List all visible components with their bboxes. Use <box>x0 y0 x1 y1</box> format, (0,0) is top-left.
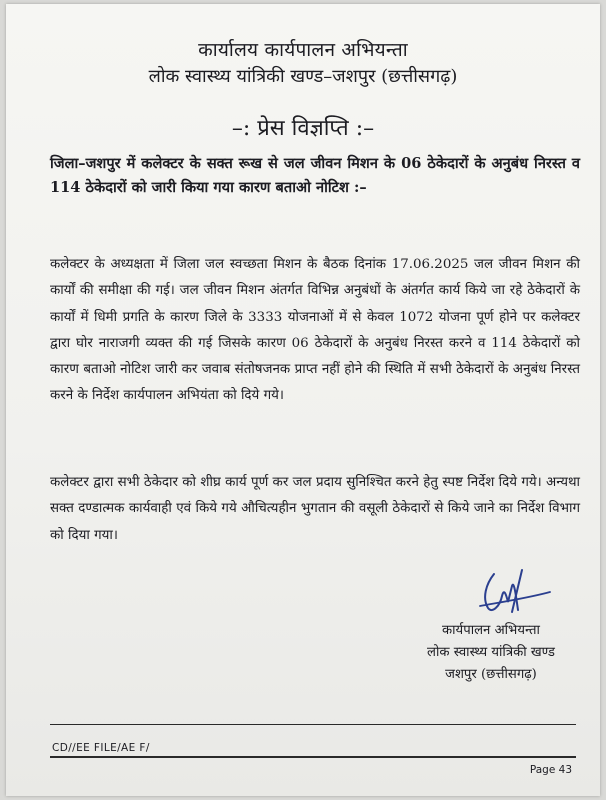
signatory-block <box>406 620 576 686</box>
footer-rule-top <box>50 724 576 725</box>
signatory-office: लोक स्वास्थ्य यांत्रिकी खण्ड <box>427 645 555 660</box>
signatory-designation: कार्यपालन अभियन्ता <box>442 623 540 638</box>
press-release-page <box>6 4 600 796</box>
body-paragraph-1: कलेक्टर के अध्यक्षता में जिला जल स्वच्छता मिशन के बैठक दिनांक 17.06.2025 जल जीवन मिशन की कार्यों की समीक्षा की गई। जल जीवन मिशन अंतर्गत विभिन्न अनुबंधों के अंतर्गत कार्य किये जा रहे ठेकेदारों के कार्यों में धिमी प्रगति के कारण जिले के 3333 योजनाओं में से केवल 1072 योजना पूर्ण होने पर कलेक्टर द्वारा घोर नाराजगी व्यक्त की गई जिसके कारण 06 ठेकेदारों के अनुबंध निरस्त करने व 114 ठेकेदारों को कारण बताओ नोटिश जारी कर जवाब संतोषजनक प्राप्त नहीं होने की स्थिति में सभी ठेकेदारों के अनुबंध निरस्त करने के निर्देश कार्यपालन अभियंता को दिये गये। <box>50 257 580 404</box>
file-reference: CD//EE FILE/AE F/ <box>52 742 150 754</box>
document-title: –: प्रेस विज्ञप्ति :– <box>231 116 375 141</box>
subject-line: जिला–जशपुर में कलेक्टर के सक्त रूख से जल जीवन मिशन के 06 ठेकेदारों के अनुबंध निरस्त व 114 ठेकेदारों को जारी किया गया कारण बताओ नोटिश :– <box>50 155 580 196</box>
signatory-location: जशपुर (छत्तीसगढ़) <box>445 667 537 682</box>
office-heading: कार्यालय कार्यपालन अभियन्ता <box>198 39 408 61</box>
department-heading: लोक स्वास्थ्य यांत्रिकी खण्ड–जशपुर (छत्तीसगढ़) <box>148 66 458 87</box>
signature-mark <box>472 566 552 624</box>
page-number: Page 43 <box>529 764 572 776</box>
body-paragraph-2: कलेक्टर द्वारा सभी ठेकेदार को शीघ्र कार्य पूर्ण कर जल प्रदाय सुनिश्चित करने हेतु स्पष्ट निर्देश दिये गये। अन्यथा सक्त दण्डात्मक कार्यवाही एवं किये गये औचित्यहीन भुगतान की वसूली ठेकेदारों से किये जाने का निर्देश विभाग को दिया गया। <box>50 475 580 543</box>
footer-rule-bottom <box>50 756 576 758</box>
